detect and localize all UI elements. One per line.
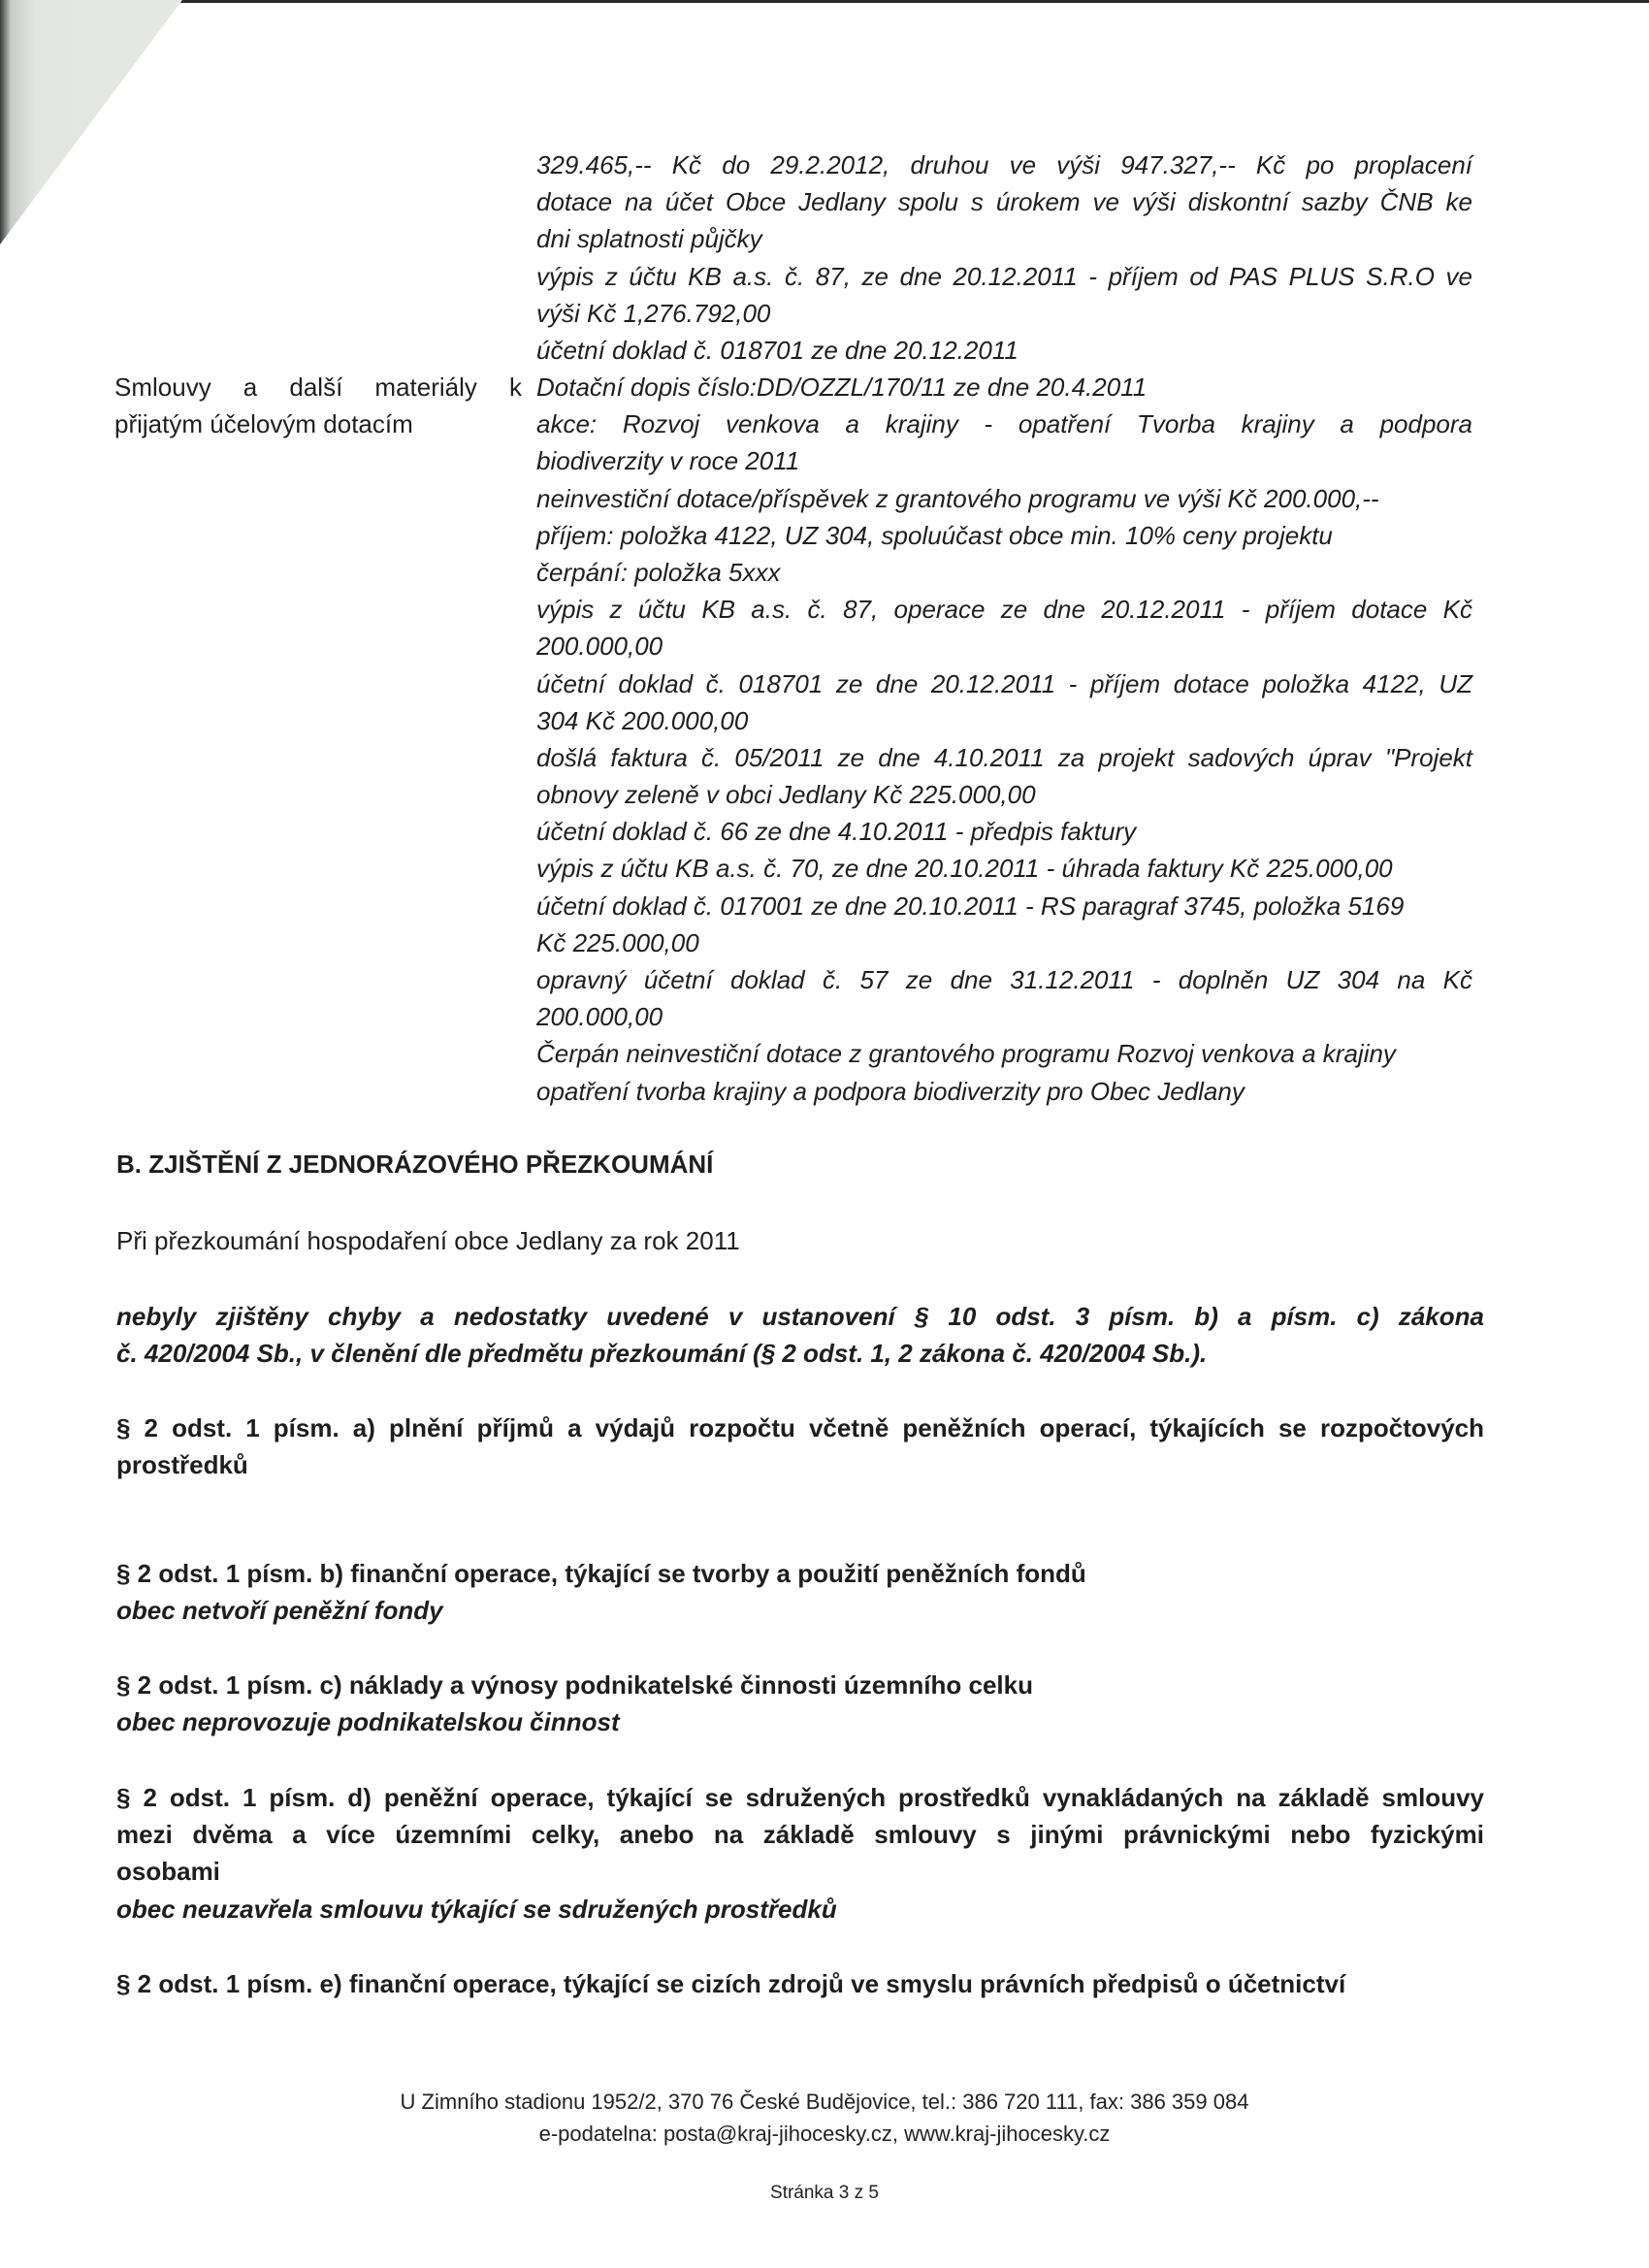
section-b-intro: Při přezkoumání hospodaření obce Jedlany za rok 2011 bbox=[116, 1226, 740, 1255]
table-line: Kč 225.000,00 bbox=[536, 927, 699, 957]
item-title-line: osobami bbox=[116, 1857, 220, 1886]
table-line: Dotační dopis číslo:DD/OZZL/170/11 ze dne 20.4.2011 bbox=[536, 373, 1148, 402]
section-b-heading: B. ZJIŠTĚNÍ Z JEDNORÁZOVÉHO PŘEZKOUMÁNÍ bbox=[116, 1150, 714, 1179]
scan-top-edge bbox=[0, 0, 1649, 3]
table-row-label bbox=[114, 369, 522, 442]
table-line: dni splatnosti půjčky bbox=[536, 224, 762, 254]
table-line: 329.465,-- Kč do 29.2.2012, druhou ve výši 947.327,-- Kč po proplacení bbox=[536, 150, 1472, 179]
review-item-c-note: obec neprovozuje podnikatelskou činnost bbox=[116, 1707, 620, 1736]
review-item-e bbox=[116, 1965, 1484, 2002]
row-label-line: přijatým účelovým dotacím bbox=[114, 409, 413, 439]
table-line: účetní doklad č. 018701 ze dne 20.12.2011 - příjem dotace položka 4122, UZ bbox=[536, 668, 1472, 698]
table-line: došlá faktura č. 05/2011 ze dne 4.10.2011 za projekt sadových úprav "Projekt bbox=[536, 742, 1472, 772]
item-title-line: § 2 odst. 1 písm. c) náklady a výnosy podnikatelské činnosti územního celku bbox=[116, 1670, 1033, 1700]
table-line: 304 Kč 200.000,00 bbox=[536, 705, 749, 735]
table-line: příjem: položka 4122, UZ 304, spoluúčast obce min. 10% ceny projektu bbox=[536, 520, 1333, 550]
footer-contact: e-podatelna: posta@kraj-jihocesky.cz, www.kraj-jihocesky.cz bbox=[538, 2122, 1111, 2146]
table-continuation-cell bbox=[536, 146, 1472, 369]
finding-line: č. 420/2004 Sb., v členění dle předmětu přezkoumání (§ 2 odst. 1, 2 zákona č. 420/2004 Sb.). bbox=[116, 1339, 1208, 1368]
table-row-content bbox=[536, 369, 1472, 1110]
item-title-line: § 2 odst. 1 písm. b) finanční operace, týkající se tvorby a použití peněžních fondů bbox=[116, 1559, 1086, 1588]
table-line: účetní doklad č. 017001 ze dne 20.10.2011 - RS paragraf 3745, položka 5169 bbox=[536, 891, 1405, 921]
table-line: opatření tvorba krajiny a podpora biodiverzity pro Obec Jedlany bbox=[536, 1076, 1245, 1106]
table-line: účetní doklad č. 66 ze dne 4.10.2011 - předpis faktury bbox=[536, 817, 1137, 847]
table-line: 200.000,00 bbox=[536, 1002, 663, 1032]
table-line: opravný účetní doklad č. 57 ze dne 31.12.2011 - doplněn UZ 304 na Kč bbox=[536, 965, 1472, 994]
table-line: Čerpán neinvestiční dotace z grantového programu Rozvoj venkova a krajiny bbox=[536, 1039, 1396, 1069]
item-title-line: § 2 odst. 1 písm. d) peněžní operace, týkající se sdružených prostředků vynakládaných na základě smlouvy bbox=[116, 1783, 1484, 1812]
table-line: výpis z účtu KB a.s. č. 70, ze dne 20.10.2011 - úhrada faktury Kč 225.000,00 bbox=[536, 854, 1393, 884]
review-item-c bbox=[116, 1667, 1484, 1703]
review-item-d-note: obec neuzavřela smlouvu týkající se sdružených prostředků bbox=[116, 1895, 837, 1924]
page-number: Stránka 3 z 5 bbox=[770, 2183, 879, 2203]
table-line: čerpání: položka 5xxx bbox=[536, 557, 781, 587]
section-b-finding bbox=[116, 1298, 1484, 1372]
row-label-line: Smlouvy a další materiály k bbox=[114, 373, 522, 402]
table-line: akce: Rozvoj venkova a krajiny - opatření Tvorba krajiny a podpora bbox=[536, 409, 1472, 439]
review-item-b bbox=[116, 1555, 1484, 1592]
table-line: účetní doklad č. 018701 ze dne 20.12.2011 bbox=[536, 335, 1018, 365]
item-title-line: § 2 odst. 1 písm. e) finanční operace, týkající se cizích zdrojů ve smyslu právních předpisů o účetnictví bbox=[116, 1969, 1346, 1998]
table-line: dotace na účet Obce Jedlany spolu s úrokem ve výši diskontní sazby ČNB ke bbox=[536, 187, 1472, 217]
item-title-line: § 2 odst. 1 písm. a) plnění příjmů a výdajů rozpočtu včetně peněžních operací, týkajících se rozpočtových bbox=[116, 1413, 1484, 1442]
table-line: obnovy zeleně v obci Jedlany Kč 225.000,00 bbox=[536, 780, 1036, 810]
item-title-line: mezi dvěma a více územními celky, anebo na základě smlouvy s jinými právnickými nebo fyzickými bbox=[116, 1820, 1484, 1849]
table-line: neinvestiční dotace/příspěvek z grantového programu ve výši Kč 200.000,-- bbox=[536, 483, 1379, 513]
item-title-line: prostředků bbox=[116, 1450, 248, 1479]
table-line: výpis z účtu KB a.s. č. 87, ze dne 20.12.2011 - příjem od PAS PLUS S.R.O ve bbox=[536, 261, 1472, 291]
review-item-b-note: obec netvoří peněžní fondy bbox=[116, 1596, 443, 1625]
review-item-d bbox=[116, 1779, 1484, 1890]
folded-corner bbox=[0, 0, 184, 244]
review-item-a bbox=[116, 1409, 1484, 1483]
footer-address: U Zimního stadionu 1952/2, 370 76 České Budějovice, tel.: 386 720 111, fax: 386 359 084 bbox=[400, 2090, 1249, 2114]
finding-line: nebyly zjištěny chyby a nedostatky uvedené v ustanovení § 10 odst. 3 písm. b) a písm. c) zákona bbox=[116, 1302, 1484, 1331]
table-line: výši Kč 1,276.792,00 bbox=[536, 298, 771, 328]
table-line: 200.000,00 bbox=[536, 632, 663, 662]
table-line: biodiverzity v roce 2011 bbox=[536, 446, 800, 476]
table-line: výpis z účtu KB a.s. č. 87, operace ze dne 20.12.2011 - příjem dotace Kč bbox=[536, 595, 1472, 625]
